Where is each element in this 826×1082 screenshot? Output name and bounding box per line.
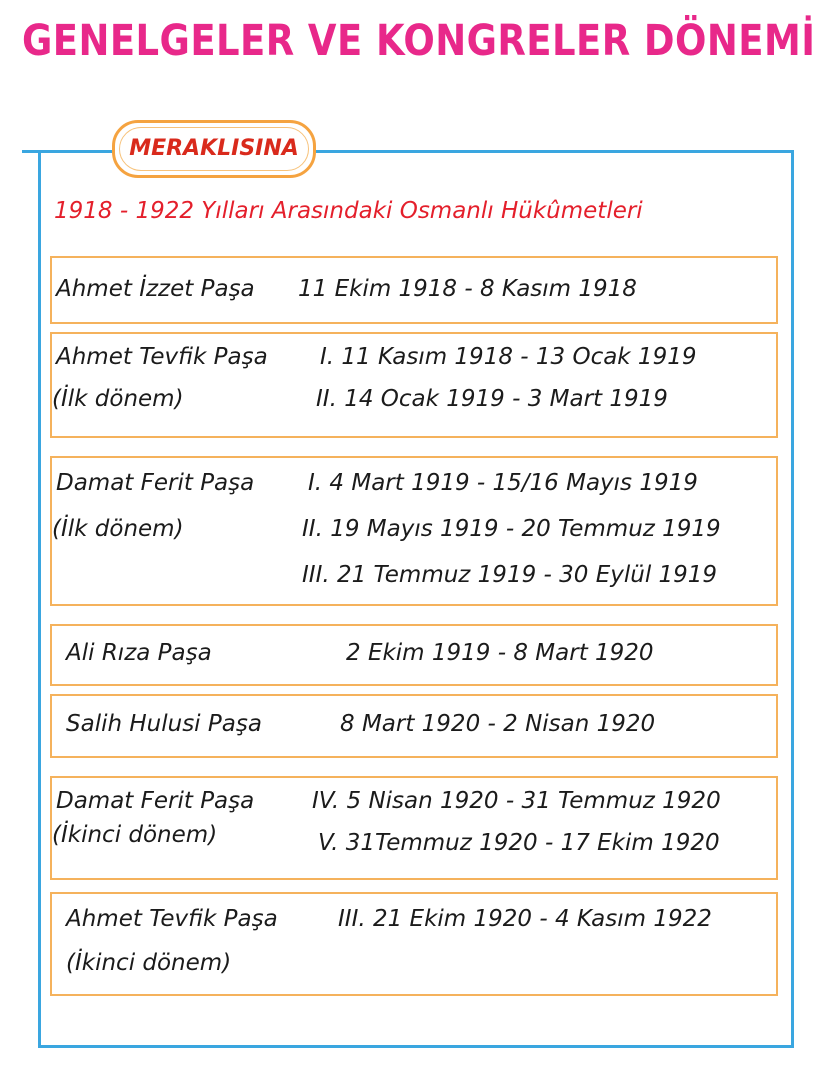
- government-row: [50, 332, 778, 438]
- government-period: III. 21 Ekim 1920 - 4 Kasım 1922: [338, 906, 712, 932]
- section-subtitle: 1918 - 1922 Yılları Arasındaki Osmanlı Hükûmetleri: [54, 198, 643, 224]
- page-title: GENELGELER VE KONGRELER DÖNEMİ: [22, 16, 816, 66]
- government-term: (İlk dönem): [52, 516, 184, 542]
- government-term: (İkinci dönem): [66, 950, 232, 976]
- government-name: Damat Ferit Paşa: [56, 470, 255, 496]
- government-period: I. 11 Kasım 1918 - 13 Ocak 1919: [320, 344, 697, 370]
- government-row: [50, 624, 778, 686]
- government-name: Ahmet Tevfik Paşa: [56, 344, 268, 370]
- government-term: (İkinci dönem): [52, 822, 218, 848]
- badge-label: MERAKLISINA: [129, 136, 299, 161]
- government-period: II. 19 Mayıs 1919 - 20 Temmuz 1919: [302, 516, 721, 542]
- government-term: (İlk dönem): [52, 386, 184, 412]
- government-period: 11 Ekim 1918 - 8 Kasım 1918: [298, 276, 637, 302]
- government-period: V. 31Temmuz 1920 - 17 Ekim 1920: [318, 830, 720, 856]
- government-name: Salih Hulusi Paşa: [66, 711, 262, 737]
- government-name: Damat Ferit Paşa: [56, 788, 255, 814]
- government-period: III. 21 Temmuz 1919 - 30 Eylül 1919: [302, 562, 718, 588]
- government-period: IV. 5 Nisan 1920 - 31 Temmuz 1920: [312, 788, 721, 814]
- government-row: [50, 456, 778, 606]
- meraklisina-badge: [112, 120, 316, 178]
- government-name: Ali Rıza Paşa: [66, 640, 212, 666]
- government-period: II. 14 Ocak 1919 - 3 Mart 1919: [316, 386, 668, 412]
- government-row: [50, 694, 778, 758]
- government-row: [50, 776, 778, 880]
- government-period: 2 Ekim 1919 - 8 Mart 1920: [346, 640, 654, 666]
- government-row: [50, 892, 778, 996]
- government-period: 8 Mart 1920 - 2 Nisan 1920: [340, 711, 656, 737]
- government-name: Ahmet İzzet Paşa: [56, 276, 255, 302]
- government-period: I. 4 Mart 1919 - 15/16 Mayıs 1919: [308, 470, 698, 496]
- government-name: Ahmet Tevfik Paşa: [66, 906, 278, 932]
- government-row: [50, 256, 778, 324]
